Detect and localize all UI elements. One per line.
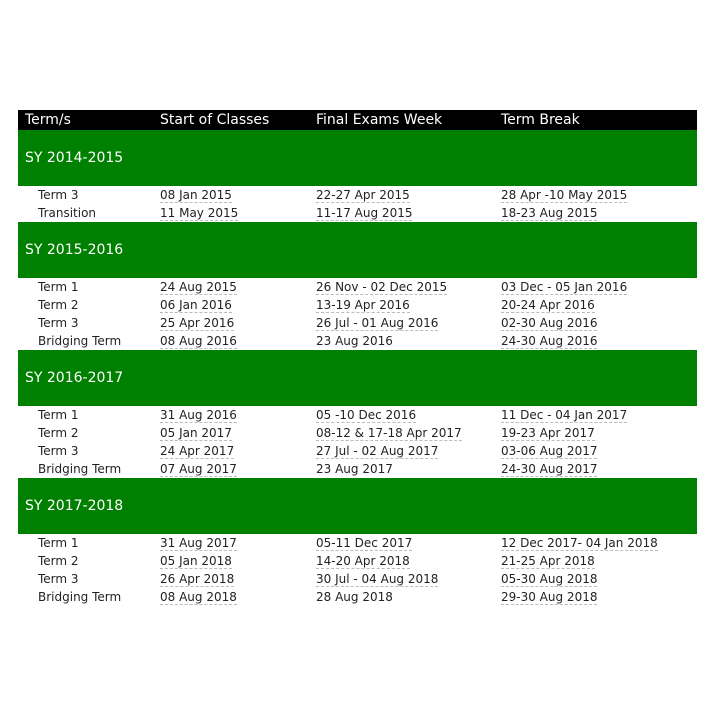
finals-date: 22-27 Apr 2015 [316, 188, 410, 202]
start-date: 24 Apr 2017 [160, 444, 235, 458]
table-row [18, 588, 697, 606]
table-row [18, 332, 697, 350]
finals-date: 05 -10 Dec 2016 [316, 408, 417, 422]
break-date: 18-23 Aug 2015 [501, 206, 598, 220]
table-row [18, 460, 697, 478]
break-date: 05-30 Aug 2018 [501, 572, 598, 586]
break-date: 12 Dec 2017- 04 Jan 2018 [501, 536, 658, 550]
table-row [18, 570, 697, 588]
finals-date: 23 Aug 2017 [316, 462, 393, 476]
table-row [18, 296, 697, 314]
term-name: Term 3 [38, 444, 79, 458]
school-year-header: SY 2017-2018 [18, 478, 697, 534]
break-date: 24-30 Aug 2016 [501, 334, 598, 348]
start-date: 07 Aug 2017 [160, 462, 237, 476]
start-date: 08 Aug 2016 [160, 334, 237, 348]
academic-calendar-table [18, 110, 697, 606]
start-date: 05 Jan 2018 [160, 554, 232, 568]
start-date: 25 Apr 2016 [160, 316, 235, 330]
finals-date: 26 Nov - 02 Dec 2015 [316, 280, 448, 294]
table-row [18, 314, 697, 332]
header-finals: Final Exams Week [316, 112, 443, 128]
table-row [18, 204, 697, 222]
term-name: Term 3 [38, 188, 79, 202]
break-date: 03-06 Aug 2017 [501, 444, 598, 458]
table-row [18, 406, 697, 424]
start-date: 31 Aug 2017 [160, 536, 237, 550]
finals-date: 27 Jul - 02 Aug 2017 [316, 444, 439, 458]
finals-date: 28 Aug 2018 [316, 590, 393, 604]
header-start: Start of Classes [160, 112, 270, 128]
break-date: 03 Dec - 05 Jan 2016 [501, 280, 628, 294]
start-date: 08 Jan 2015 [160, 188, 232, 202]
finals-date: 23 Aug 2016 [316, 334, 393, 348]
break-date: 21-25 Apr 2018 [501, 554, 595, 568]
start-date: 06 Jan 2016 [160, 298, 232, 312]
finals-date: 14-20 Apr 2018 [316, 554, 410, 568]
table-row [18, 442, 697, 460]
term-name: Term 1 [38, 280, 79, 294]
term-name: Term 1 [38, 408, 79, 422]
term-name: Term 2 [38, 554, 79, 568]
table-row [18, 424, 697, 442]
start-date: 24 Aug 2015 [160, 280, 237, 294]
table-header [18, 110, 697, 130]
start-date: 08 Aug 2018 [160, 590, 237, 604]
header-break: Term Break [501, 112, 580, 128]
term-name: Term 2 [38, 298, 79, 312]
term-name: Bridging Term [38, 590, 122, 604]
finals-date: 30 Jul - 04 Aug 2018 [316, 572, 439, 586]
break-date: 11 Dec - 04 Jan 2017 [501, 408, 628, 422]
school-year-header: SY 2015-2016 [18, 222, 697, 278]
table-row [18, 552, 697, 570]
term-name: Term 3 [38, 316, 79, 330]
term-name: Term 2 [38, 426, 79, 440]
start-date: 11 May 2015 [160, 206, 239, 220]
break-date: 02-30 Aug 2016 [501, 316, 598, 330]
table-row [18, 278, 697, 296]
start-date: 26 Apr 2018 [160, 572, 235, 586]
term-name: Transition [38, 206, 97, 220]
table-row [18, 186, 697, 204]
header-terms: Term/s [25, 112, 71, 128]
break-date: 28 Apr -10 May 2015 [501, 188, 628, 202]
finals-date: 26 Jul - 01 Aug 2016 [316, 316, 439, 330]
term-name: Term 3 [38, 572, 79, 586]
break-date: 24-30 Aug 2017 [501, 462, 598, 476]
break-date: 29-30 Aug 2018 [501, 590, 598, 604]
finals-date: 11-17 Aug 2015 [316, 206, 413, 220]
finals-date: 05-11 Dec 2017 [316, 536, 413, 550]
term-name: Bridging Term [38, 334, 122, 348]
break-date: 20-24 Apr 2016 [501, 298, 595, 312]
finals-date: 08-12 & 17-18 Apr 2017 [316, 426, 462, 440]
start-date: 05 Jan 2017 [160, 426, 232, 440]
school-year-header: SY 2014-2015 [18, 130, 697, 186]
term-name: Bridging Term [38, 462, 122, 476]
start-date: 31 Aug 2016 [160, 408, 237, 422]
school-year-header: SY 2016-2017 [18, 350, 697, 406]
term-name: Term 1 [38, 536, 79, 550]
break-date: 19-23 Apr 2017 [501, 426, 595, 440]
finals-date: 13-19 Apr 2016 [316, 298, 410, 312]
table-row [18, 534, 697, 552]
